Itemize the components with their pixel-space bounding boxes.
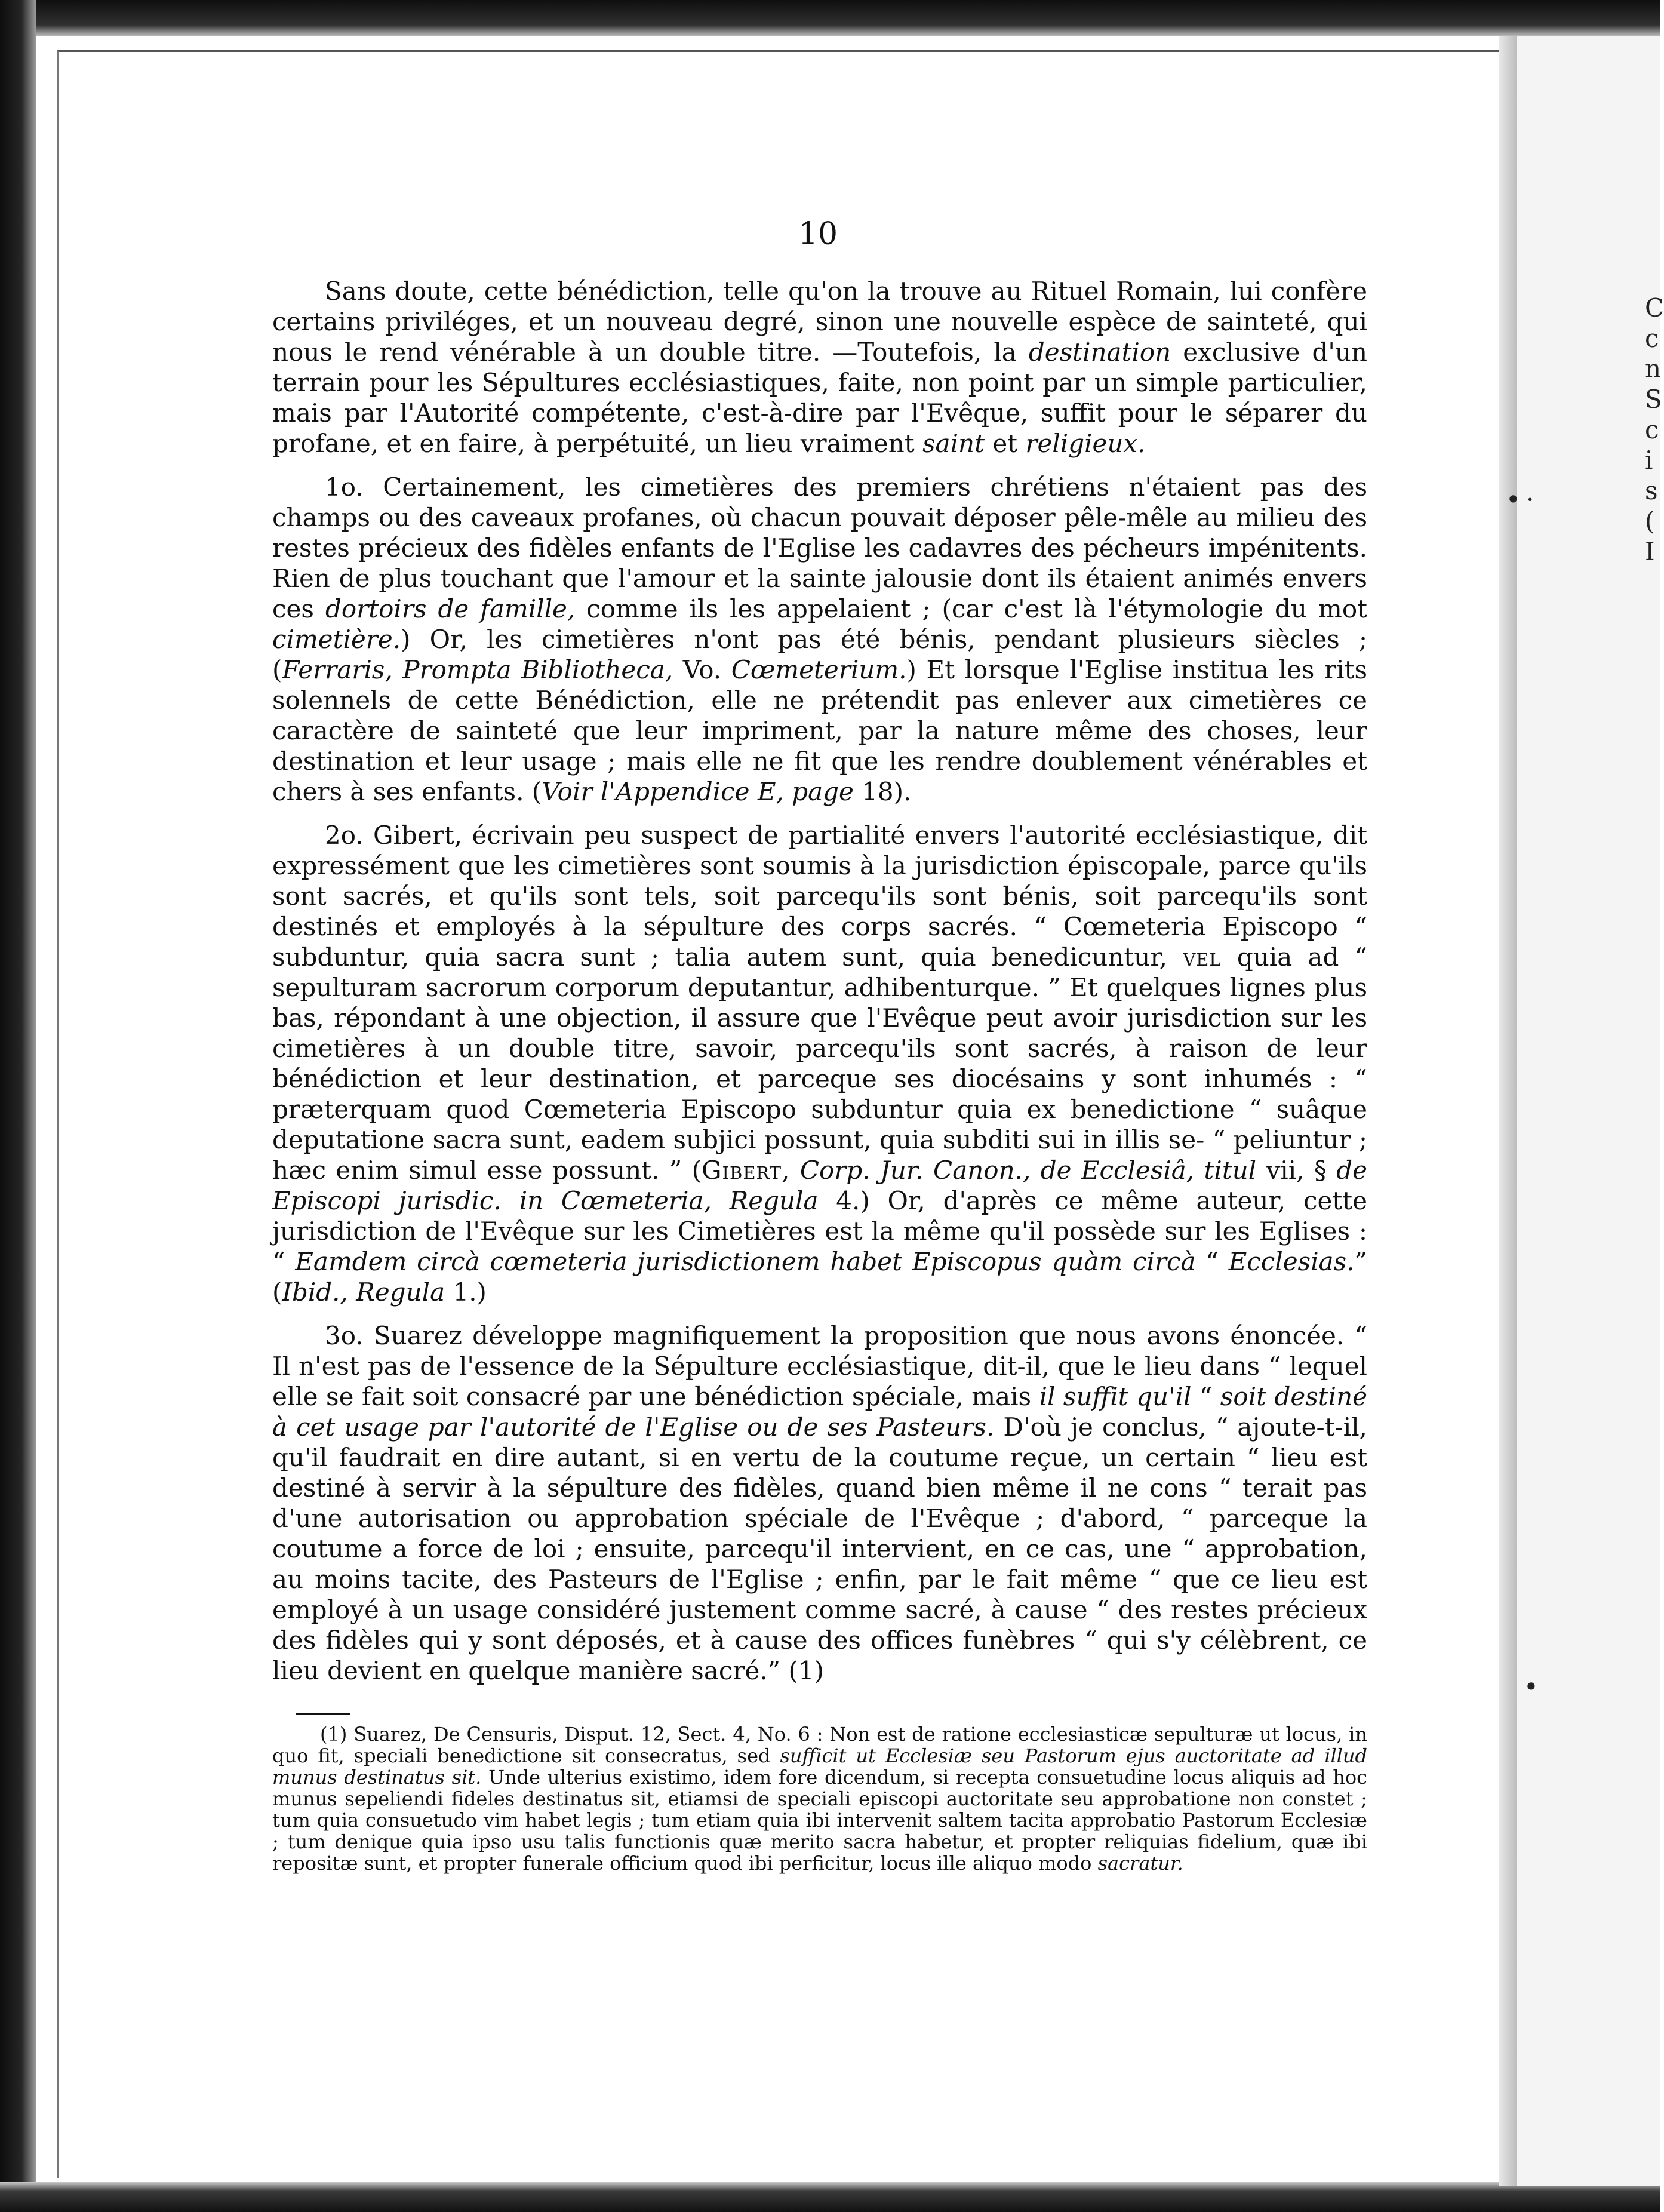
italic-text-run: Ecclesias. xyxy=(1228,1247,1355,1276)
italic-text-run: sufficit ut Ecclesiæ seu Pastorum ejus auctoritate ad illud munus destinatus sit. xyxy=(272,1744,1368,1789)
scan-edge-top xyxy=(0,0,1660,36)
text-run: 4.) Or, d'après ce même auteur, cette jurisdiction de l'Evêque sur les Cimetières est la même qu'il possède sur les Eglises : “ xyxy=(272,1186,1367,1276)
margin-fragment: n xyxy=(1645,354,1662,383)
italic-text-run: Ferraris, Prompta Bibliotheca, xyxy=(282,655,673,684)
text-run: vel xyxy=(1183,942,1222,972)
italic-text-run: destination xyxy=(1028,337,1171,367)
scan-edge-left xyxy=(0,0,36,2212)
italic-text-run: Corp. Jur. Canon., de Ecclesiâ, titul xyxy=(799,1156,1257,1185)
italic-text-run: Cœmeterium. xyxy=(731,655,907,684)
text-run: ) Et lorsque l'Eglise institua les rits solennels de cette Bénédiction, elle ne prétendit pas enlever aux cimetières ce caractère de sainteté que leur impriment, par la nature même des choses, leur destination et leur usage ; mais elle ne fit que les rendre doublement vénérables et chers à ses enfants. ( xyxy=(272,655,1367,806)
margin-fragment: I xyxy=(1645,537,1655,566)
text-run: 2o. Gibert, écrivain peu suspect de partialité envers l'autorité ecclésiastique, dit expressément que les cimetières sont soumis à la jurisdiction épiscopale, parce qu'ils sont sacrés, et qu'ils sont tels, soit parcequ'ils sont bénis, soit parcequ'ils sont destinés et employés à la sépulture des corps sacrés. “ Cœmeteria Episcopo “ subduntur, quia sacra sunt ; talia autem sunt, quia benedicuntur, xyxy=(272,821,1367,972)
margin-fragment: s xyxy=(1645,476,1658,505)
text-run: et xyxy=(984,429,1026,458)
margin-fragment: C xyxy=(1645,293,1664,322)
text-run: Gibert, xyxy=(702,1156,791,1185)
italic-text-run: il suffit qu'il xyxy=(1039,1382,1192,1411)
footnote-text xyxy=(272,1723,1367,1874)
text-run: “ xyxy=(1195,1247,1229,1276)
italic-text-run: saint xyxy=(922,429,985,458)
speck: · xyxy=(1526,485,1534,514)
margin-fragment: ( xyxy=(1645,506,1655,536)
text-run xyxy=(791,1156,800,1185)
page-gutter xyxy=(1499,36,1517,2186)
text-run: Sans doute, cette bénédiction, telle qu'on la trouve au Rituel Romain, lui confère certains priviléges, et un nouveau degré, sinon une nouvelle espèce de sainteté, qui nous le rend vénérable à un double titre. —Toutefois, la xyxy=(272,276,1367,367)
adjacent-page-text-fragments xyxy=(1645,293,1664,567)
text-run: 3o. Suarez développe magnifiquement la proposition que nous avons énoncée. “ Il n'est pas de l'essence de la Sépulture ecclésiastique, dit-il, que le lieu dans “ lequel elle se fait soit consacré par une bénédiction spéciale, mais xyxy=(272,1321,1367,1411)
text-run: 18). xyxy=(853,777,912,806)
italic-text-run: cimetière. xyxy=(272,625,401,654)
margin-fragment: i xyxy=(1645,446,1653,475)
footnote xyxy=(272,1723,1367,1874)
text-run: quia ad “ sepulturam sacrorum corporum deputantur, adhibenturque. ” Et quelques lignes plus bas, répondant à une objection, il assure que l'Evêque peut avoir jurisdiction sur les cimetières à un double titre, savoir, parcequ'ils sont sacrés, à raison de leur bénédiction et leur destination, et parceque ses diocésains y sont inhumés : “ præterquam quod Cœmeteria Episcopo subduntur quia ex benedictione “ suâque deputatione sacra sunt, eadem subjici possunt, quia subditi sui in illis se- “ peliuntur ; hæc enim simul esse possunt. ” ( xyxy=(272,942,1367,1185)
italic-text-run: sacratur. xyxy=(1097,1852,1183,1875)
page-number: 10 xyxy=(798,216,838,252)
paragraph xyxy=(272,820,1367,1307)
italic-text-run: soit destiné à cet usage par l'autorité de l'Eglise ou de ses Pasteurs. xyxy=(272,1382,1367,1442)
text-run: 1o. Certainement, les cimetières des premiers chrétiens n'étaient pas des champs ou des caveaux profanes, où chacun pouvait déposer pêle-mêle au milieu des restes précieux des fidèles enfants de l'Eglise les cadavres des pécheurs impénitents. Rien de plus touchant que l'amour et la sainte jalousie dont ils étaient animés envers ces xyxy=(272,472,1367,623)
italic-text-run: de Episcopi jurisdic. in Cœmeteria, Regula xyxy=(272,1156,1367,1215)
text-run: ” ( xyxy=(272,1247,1367,1307)
text-run: (1) Suarez, De Censuris, Disput. 12, Sect. 4, No. 6 : Non est de ratione ecclesiasticæ sepulturæ ut locus, in quo fit, speciali benedictione sit consecratus, sed xyxy=(272,1723,1367,1767)
text-run: vii, § xyxy=(1256,1156,1337,1185)
text-run: D'où je conclus, “ ajoute-t-il, qu'il faudrait en dire autant, si en vertu de la coutume reçue, un certain “ lieu est destiné à servir à la sépulture des fidèles, quand bien même il ne cons “ terait pas d'une autorisation ou approbation spéciale de l'Evêque ; d'abord, “ parceque la coutume a force de loi ; ensuite, parcequ'il intervient, en ce cas, une “ approbation, au moins tacite, des Pasteurs de l'Eglise ; enfin, par le fait même “ que ce lieu est employé à un usage considéré justement comme sacré, à cause “ des restes précieux des fidèles qui y sont déposés, et à cause des offices funèbres “ qui s'y célèbrent, ce lieu devient en quelque manière sacré.” (1) xyxy=(272,1412,1367,1685)
text-run: Unde ulterius existimo, idem fore dicendum, si recepta consuetudine locus aliquis ad hoc munus sepeliendi fideles destinatus sit, etiamsi de speciali episcopi auctoritate seu approbatione non constet ; tum quia consuetudo vim habet legis ; tum etiam quia ibi intervenit saltem tacita approbatio Pastorum Ecclesiæ ; tum denique quia ipso usu talis functionis quæ merito sacra habetur, et propter reliquias fidelium, quæ ibi repositæ sunt, et propter funerale officium quod ibi perficitur, locus ille aliquo modo xyxy=(272,1766,1368,1875)
scan-edge-bottom xyxy=(0,2182,1660,2212)
italic-text-run: Ibid., Regula xyxy=(282,1277,445,1307)
text-run: exclusive d'un terrain pour les Sépultures ecclésiastiques, faite, non point par un simple particulier, mais par l'Autorité compétente, c'est-à-dire par l'Evêque, suffit pour le séparer du profane, et en faire, à perpétuité, un lieu vraiment xyxy=(272,337,1367,458)
paragraph xyxy=(272,472,1367,807)
paragraph xyxy=(272,1320,1367,1686)
italic-text-run: dortoirs de famille, xyxy=(325,594,576,623)
margin-fragment: c xyxy=(1645,324,1659,353)
italic-text-run: Voir l'Appendice E, page xyxy=(542,777,854,806)
text-run: ) Or, les cimetières n'ont pas été bénis, pendant plusieurs siècles ; ( xyxy=(272,625,1367,684)
text-run: 1.) xyxy=(445,1277,487,1307)
paragraph xyxy=(272,276,1367,459)
text-run: comme ils les appelaient ; (car c'est là l'étymologie du mot xyxy=(575,594,1367,623)
italic-text-run: Eamdem circà cœmeteria jurisdictionem habet Episcopus quàm circà xyxy=(295,1247,1196,1276)
margin-fragment: c xyxy=(1645,415,1659,444)
text-run: Vo. xyxy=(673,655,731,684)
footnote-rule xyxy=(296,1713,350,1715)
italic-text-run: religieux. xyxy=(1025,429,1146,458)
main-text-body xyxy=(272,276,1367,1686)
text-run: “ xyxy=(1191,1382,1220,1411)
speck: • xyxy=(1506,485,1521,514)
margin-fragment: S xyxy=(1645,385,1662,414)
adjacent-page xyxy=(1517,36,1664,2186)
speck: • xyxy=(1524,1672,1539,1701)
